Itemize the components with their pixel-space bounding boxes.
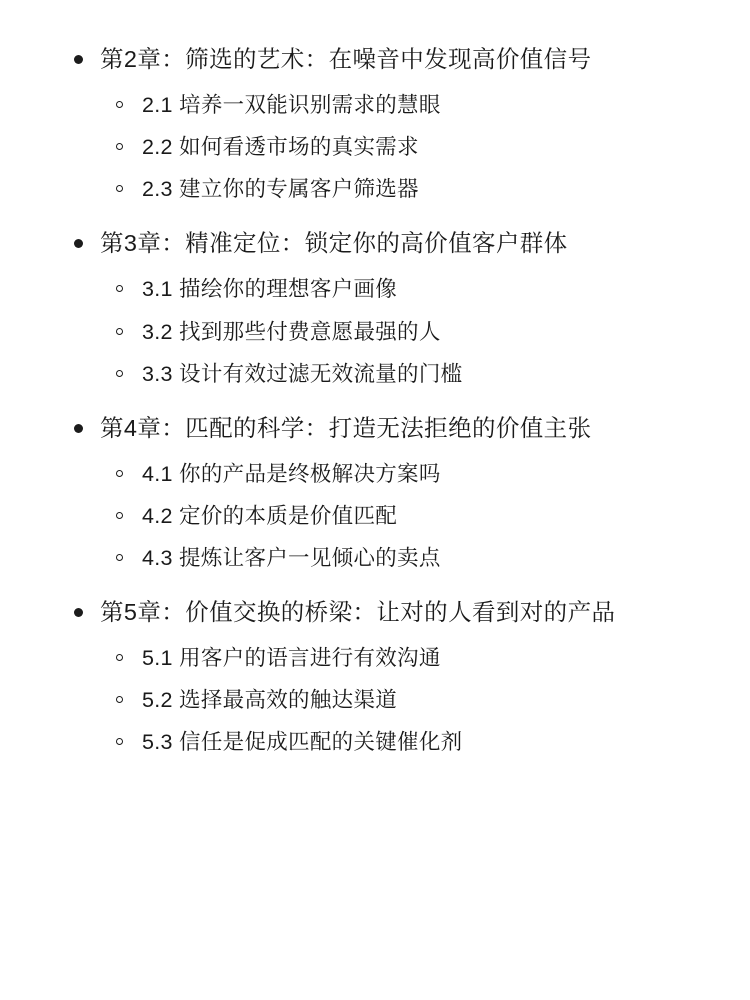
circle-bullet-icon bbox=[116, 370, 123, 377]
section-title: 2.1 培养一双能识别需求的慧眼 bbox=[142, 93, 441, 118]
list-item bbox=[100, 359, 690, 389]
chapter-title: 第5章：价值交换的桥梁：让对的人看到对的产品 bbox=[100, 599, 616, 626]
list-item bbox=[60, 42, 690, 204]
disc-bullet-icon bbox=[74, 608, 83, 617]
section-title: 2.2 如何看透市场的真实需求 bbox=[142, 135, 419, 160]
circle-bullet-icon bbox=[116, 738, 123, 745]
section-title: 3.2 找到那些付费意愿最强的人 bbox=[142, 319, 441, 344]
section-title: 3.3 设计有效过滤无效流量的门槛 bbox=[142, 361, 463, 386]
table-of-contents bbox=[60, 42, 690, 757]
list-item bbox=[100, 501, 690, 531]
list-item bbox=[100, 90, 690, 120]
list-item bbox=[60, 595, 690, 757]
section-title: 4.1 你的产品是终极解决方案吗 bbox=[142, 461, 441, 486]
disc-bullet-icon bbox=[74, 55, 83, 64]
circle-bullet-icon bbox=[116, 285, 123, 292]
list-item bbox=[60, 411, 690, 573]
list-item bbox=[100, 132, 690, 162]
list-item bbox=[100, 317, 690, 347]
list-item bbox=[100, 727, 690, 757]
circle-bullet-icon bbox=[116, 512, 123, 519]
list-item bbox=[100, 543, 690, 573]
disc-bullet-icon bbox=[74, 424, 83, 433]
circle-bullet-icon bbox=[116, 554, 123, 561]
circle-bullet-icon bbox=[116, 696, 123, 703]
section-title: 5.2 选择最高效的触达渠道 bbox=[142, 688, 398, 713]
list-item bbox=[100, 685, 690, 715]
section-list bbox=[100, 274, 690, 388]
circle-bullet-icon bbox=[116, 185, 123, 192]
chapter-title: 第2章：筛选的艺术：在噪音中发现高价值信号 bbox=[100, 46, 592, 72]
list-item bbox=[100, 174, 690, 204]
circle-bullet-icon bbox=[116, 101, 123, 108]
circle-bullet-icon bbox=[116, 328, 123, 335]
section-title: 5.3 信任是促成匹配的关键催化剂 bbox=[142, 730, 463, 755]
section-title: 2.3 建立你的专属客户筛选器 bbox=[142, 177, 419, 202]
list-item bbox=[60, 226, 690, 388]
section-list bbox=[100, 643, 690, 757]
section-list bbox=[100, 459, 690, 573]
chapter-title: 第4章：匹配的科学：打造无法拒绝的价值主张 bbox=[100, 414, 592, 441]
circle-bullet-icon bbox=[116, 470, 123, 477]
list-item bbox=[100, 643, 690, 673]
section-title: 3.1 描绘你的理想客户画像 bbox=[142, 277, 398, 302]
section-title: 5.1 用客户的语言进行有效沟通 bbox=[142, 646, 441, 671]
list-item bbox=[100, 459, 690, 489]
section-list bbox=[100, 90, 690, 204]
circle-bullet-icon bbox=[116, 654, 123, 661]
list-item bbox=[100, 274, 690, 304]
disc-bullet-icon bbox=[74, 239, 83, 248]
chapter-title: 第3章：精准定位：锁定你的高价值客户群体 bbox=[100, 230, 568, 257]
section-title: 4.2 定价的本质是价值匹配 bbox=[142, 503, 398, 528]
circle-bullet-icon bbox=[116, 143, 123, 150]
section-title: 4.3 提炼让客户一见倾心的卖点 bbox=[142, 545, 441, 570]
